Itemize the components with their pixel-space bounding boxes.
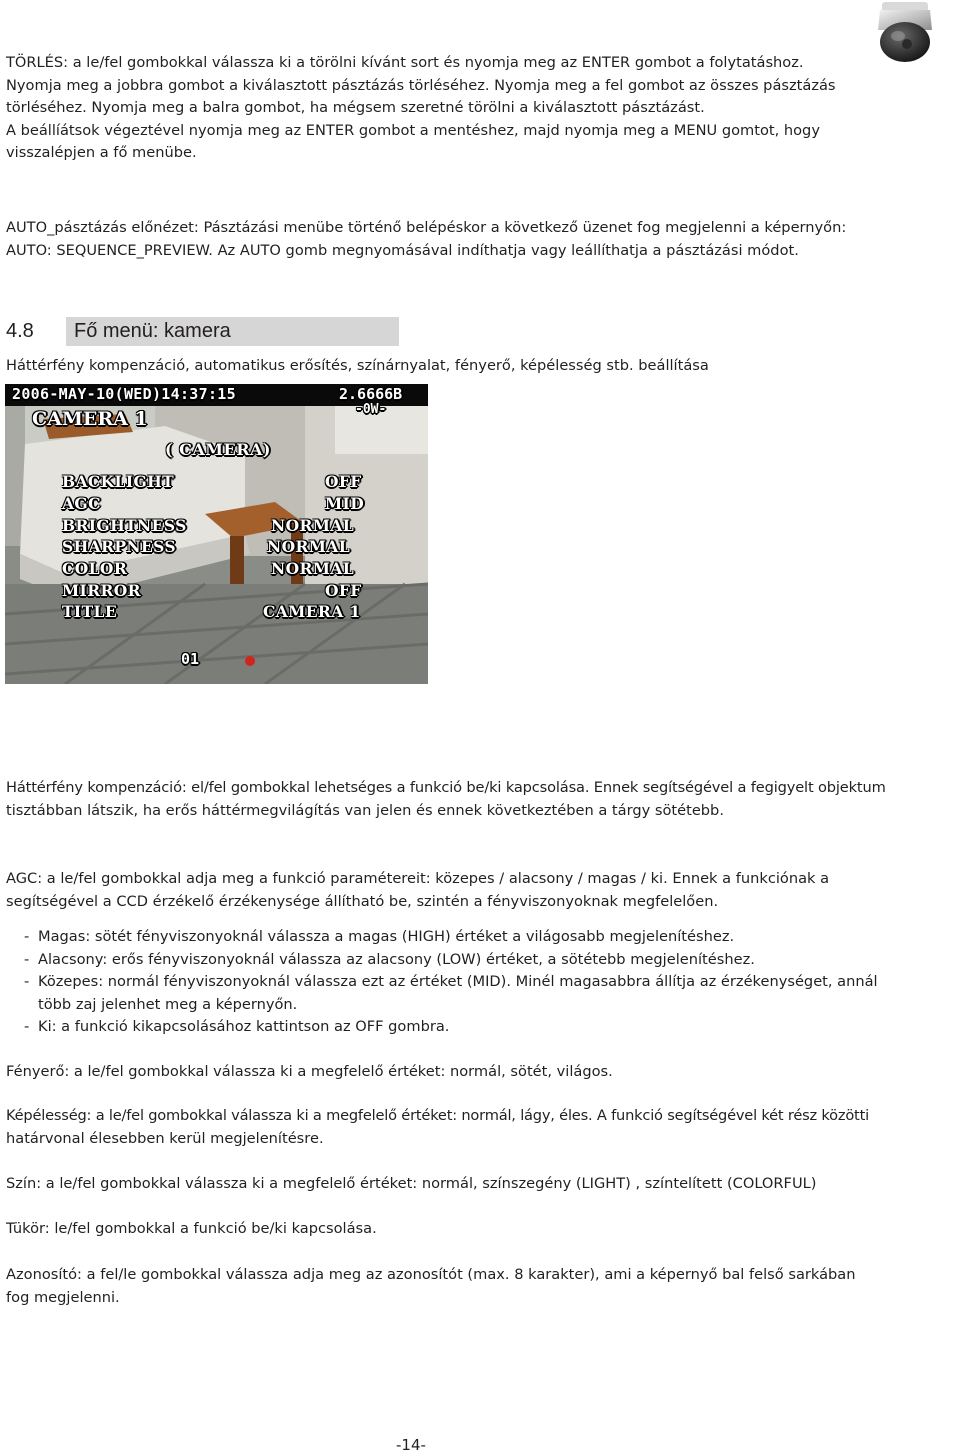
mirror-description — [6, 1218, 956, 1241]
list-item: - Ki: a funkció kikapcsolásához kattintson az OFF gombra. — [24, 1016, 956, 1039]
list-item: - Közepes: normál fényviszonyoknál válassza ezt az értéket (MID). Minél magasabbra állítja az érzékenységet, annál — [24, 971, 956, 994]
text-line: több zaj jelenhet meg a képernyőn. — [38, 995, 298, 1013]
text-line: törléséhez. Nyomja meg a balra gombot, ha mégsem szeretné törölni a kiválasztott pásztázást. — [6, 99, 705, 116]
list-item: - Magas: sötét fényviszonyoknál válassza a magas (HIGH) értéket a világosabb megjelenítéshez. — [24, 926, 956, 949]
text-line: A beállíátsok végeztével nyomja meg az ENTER gombot a mentéshez, majd nyomja meg a MENU gomtot, hogy — [6, 121, 820, 139]
text-line: Azonosító: a fel/le gombokkal válassza adja meg az azonosítót (max. 8 karakter), ami a képernyő bal felső sarkában — [6, 1266, 856, 1283]
text-line: Nyomja meg a jobbra gombot a kiválasztott pásztázás törléséhez. Nyomja meg a fel gombot az összes pásztázás — [6, 76, 836, 94]
camera-osd-screenshot — [5, 384, 428, 684]
section-subtitle — [6, 355, 956, 378]
text-line: TÖRLÉS: a le/fel gombokkal válassza ki a törölni kívánt sort és nyomja meg az ENTER gombot a folytatáshoz. — [6, 54, 804, 71]
osd-item-agc-value: MID — [325, 494, 365, 513]
section-title: Fő menü: kamera — [74, 320, 231, 342]
text-line: tisztábban látszik, ha erős háttérmegvilágítás van jelen és ennek következtében a tárgy sötétebb. — [6, 801, 724, 819]
osd-item-agc-label: AGC — [62, 494, 101, 513]
text-line: Képélesség: a le/fel gombokkal válassza ki a megfelelő értéket: normál, lágy, éles. A funkció segítségével két rész közötti — [6, 1107, 869, 1124]
text-line: határvonal élesebben kerül megjelenítésre. — [6, 1129, 324, 1147]
osd-item-mirror-value: OFF — [325, 581, 362, 600]
osd-item-title-value: CAMERA 1 — [263, 602, 361, 621]
section-heading — [6, 316, 399, 346]
osd-item-sharpness-label: SHARPNESS — [62, 537, 177, 556]
agc-description — [6, 868, 956, 913]
delete-instructions — [6, 52, 956, 165]
osd-zoom-level: 2.6666B — [339, 385, 403, 403]
text-line: Tükör: le/fel gombokkal a funkció be/ki kapcsolása. — [6, 1220, 377, 1237]
auto-preview-paragraph — [6, 217, 956, 262]
text-line: Szín: a le/fel gombokkal válassza ki a megfelelő értéket: normál, színszegény (LIGHT) , színtelített (COLORFUL) — [6, 1175, 817, 1192]
text-line: AUTO: SEQUENCE_PREVIEW. Az AUTO gomb megnyomásával indíthatja vagy leállíthatja a pásztázási módot. — [6, 241, 799, 259]
title-description — [6, 1264, 956, 1309]
osd-item-color-value: NORMAL — [271, 559, 355, 578]
text-line: fog megjelenni. — [6, 1288, 120, 1306]
sharpness-description — [6, 1105, 956, 1150]
text-line: Háttérfény kompenzáció: el/fel gombokkal lehetséges a funkció be/ki kapcsolása. Ennek segítségével a fegigyelt objektum — [6, 779, 886, 796]
text-line: Fényerő: a le/fel gombokkal válassza ki a megfelelő értéket: normál, sötét, világos. — [6, 1063, 613, 1080]
osd-item-sharpness-value: NORMAL — [267, 537, 351, 556]
osd-item-brightness-value: NORMAL — [271, 516, 355, 535]
section-number: 4.8 — [6, 320, 34, 342]
text-line: visszalépjen a fő menübe. — [6, 144, 197, 161]
osd-item-brightness-label: BRIGHTNESS — [62, 516, 187, 535]
osd-timestamp: 2006-MAY-10(WED)14:37:15 — [12, 385, 236, 403]
osd-item-title-label: TITLE — [62, 602, 118, 621]
color-description — [6, 1173, 956, 1196]
text-line: Háttérfény kompenzáció, automatikus erősítés, színárnyalat, fényerő, képélesség stb. beállítása — [6, 357, 709, 374]
list-item: - Alacsony: erős fényviszonyoknál válassza az alacsony (LOW) értéket, a sötétebb megjelenítéshez. — [24, 949, 956, 972]
osd-counter: 01 — [181, 650, 200, 668]
osd-item-color-label: COLOR — [62, 559, 128, 578]
list-item-continuation — [24, 994, 956, 1017]
osd-zoom-indicator: -0W- — [355, 402, 387, 417]
text-line: AGC: a le/fel gombokkal adja meg a funkció paramétereit: közepes / alacsony / magas / ki. Ennek a funkciónak a — [6, 870, 830, 887]
osd-item-backlight-value: OFF — [325, 472, 362, 491]
brightness-description — [6, 1061, 956, 1084]
page-number: -14- — [396, 1436, 426, 1454]
text-line: segítségével a CCD érzékelő érzékenysége állítható be, szintén a fényviszonyoknak megfelelően. — [6, 892, 719, 910]
osd-record-dot — [245, 656, 255, 666]
text-line: AUTO_pásztázás előnézet: Pásztázási menübe történő belépéskor a következő üzenet fog megjelenni a képernyőn: — [6, 219, 847, 236]
osd-item-backlight-label: BACKLIGHT — [62, 472, 175, 491]
backlight-description — [6, 777, 956, 822]
agc-options-list — [24, 926, 956, 1039]
osd-menu-header: ( CAMERA) — [165, 440, 271, 459]
osd-camera-title: CAMERA 1 — [32, 408, 148, 430]
osd-item-mirror-label: MIRROR — [62, 581, 141, 600]
